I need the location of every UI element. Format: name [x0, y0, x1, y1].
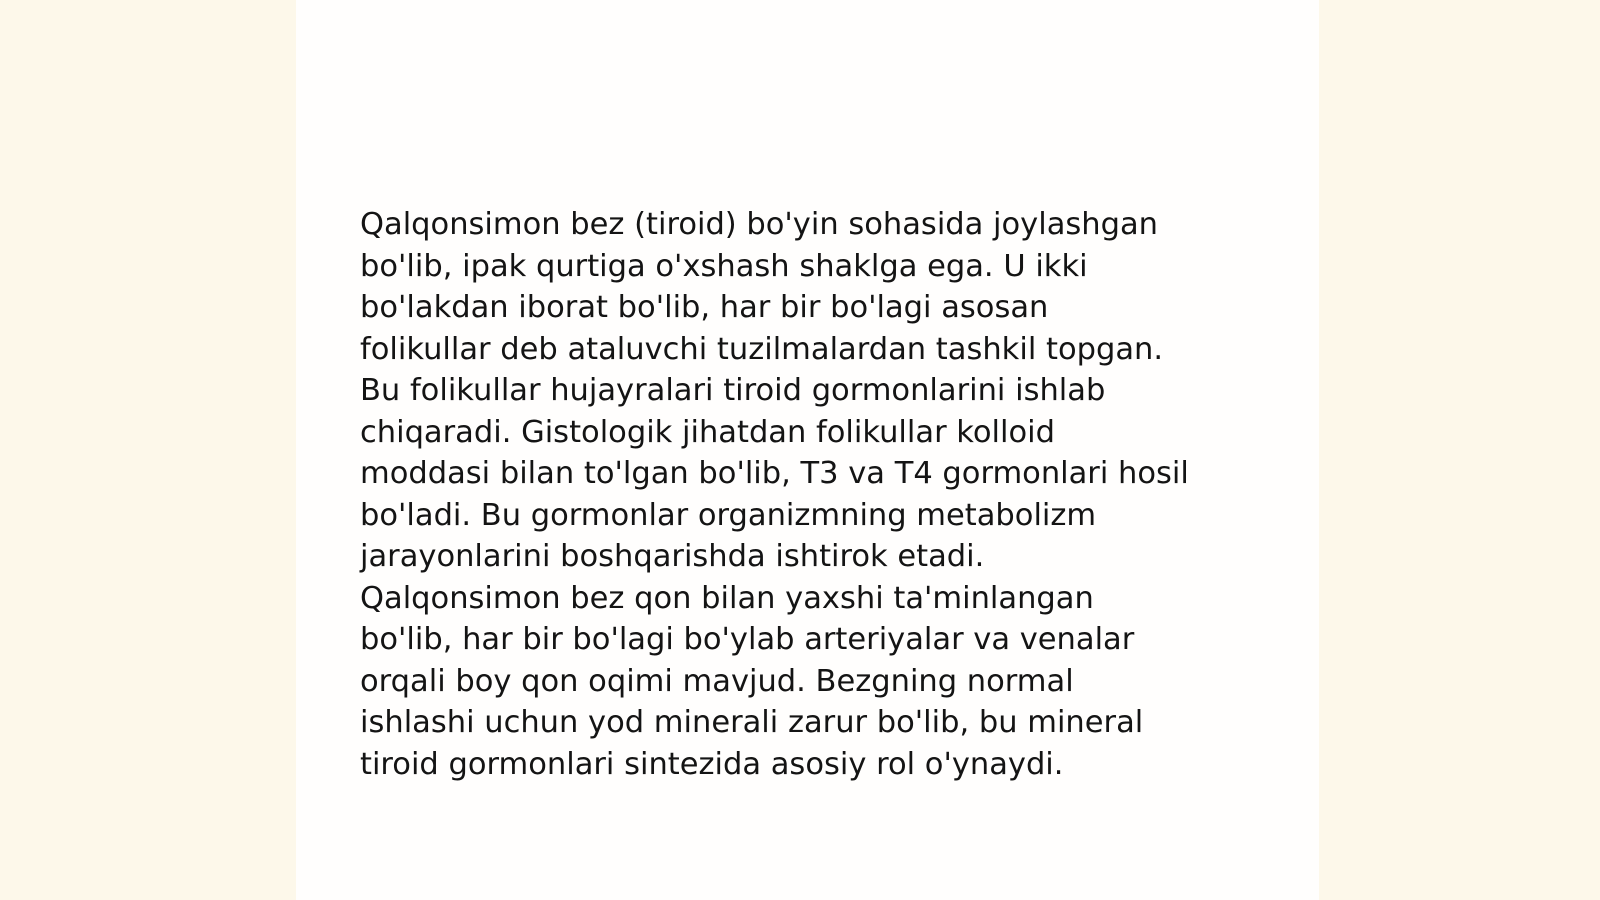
- text-line: ishlashi uchun yod minerali zarur bo'lib, bu mineral: [360, 705, 1144, 740]
- text-line: bo'lib, ipak qurtiga o'xshash shaklga ega. U ikki: [360, 248, 1088, 284]
- text-line: bo'lib, har bir bo'lagi bo'ylab arteriyalar va venalar: [360, 622, 1135, 657]
- text-line: bo'lakdan iborat bo'lib, har bir bo'lagi asosan: [360, 290, 1049, 325]
- text-line: orqali boy qon oqimi mavjud. Bezgning normal: [360, 663, 1074, 699]
- text-line: bo'ladi. Bu gormonlar organizmning metabolizm: [360, 497, 1097, 533]
- text-line: moddasi bilan to'lgan bo'lib, T3 va T4 gormonlari hosil: [360, 456, 1189, 491]
- text-line: jarayonlarini boshqarishda ishtirok etadi.: [360, 539, 985, 574]
- text-line: Bu folikullar hujayralari tiroid gormonlarini ishlab: [360, 373, 1106, 408]
- document-page: [296, 0, 1319, 900]
- text-line: tiroid gormonlari sintezida asosiy rol o'ynaydi.: [360, 746, 1064, 782]
- text-line: Qalqonsimon bez qon bilan yaxshi ta'minlangan: [360, 580, 1094, 616]
- text-line: Qalqonsimon bez (tiroid) bo'yin sohasida joylashgan: [360, 207, 1158, 242]
- text-line: chiqaradi. Gistologik jihatdan folikullar kolloid: [360, 414, 1055, 450]
- text-line: folikullar deb ataluvchi tuzilmalardan tashkil topgan.: [360, 331, 1164, 367]
- body-paragraph: [360, 204, 1260, 785]
